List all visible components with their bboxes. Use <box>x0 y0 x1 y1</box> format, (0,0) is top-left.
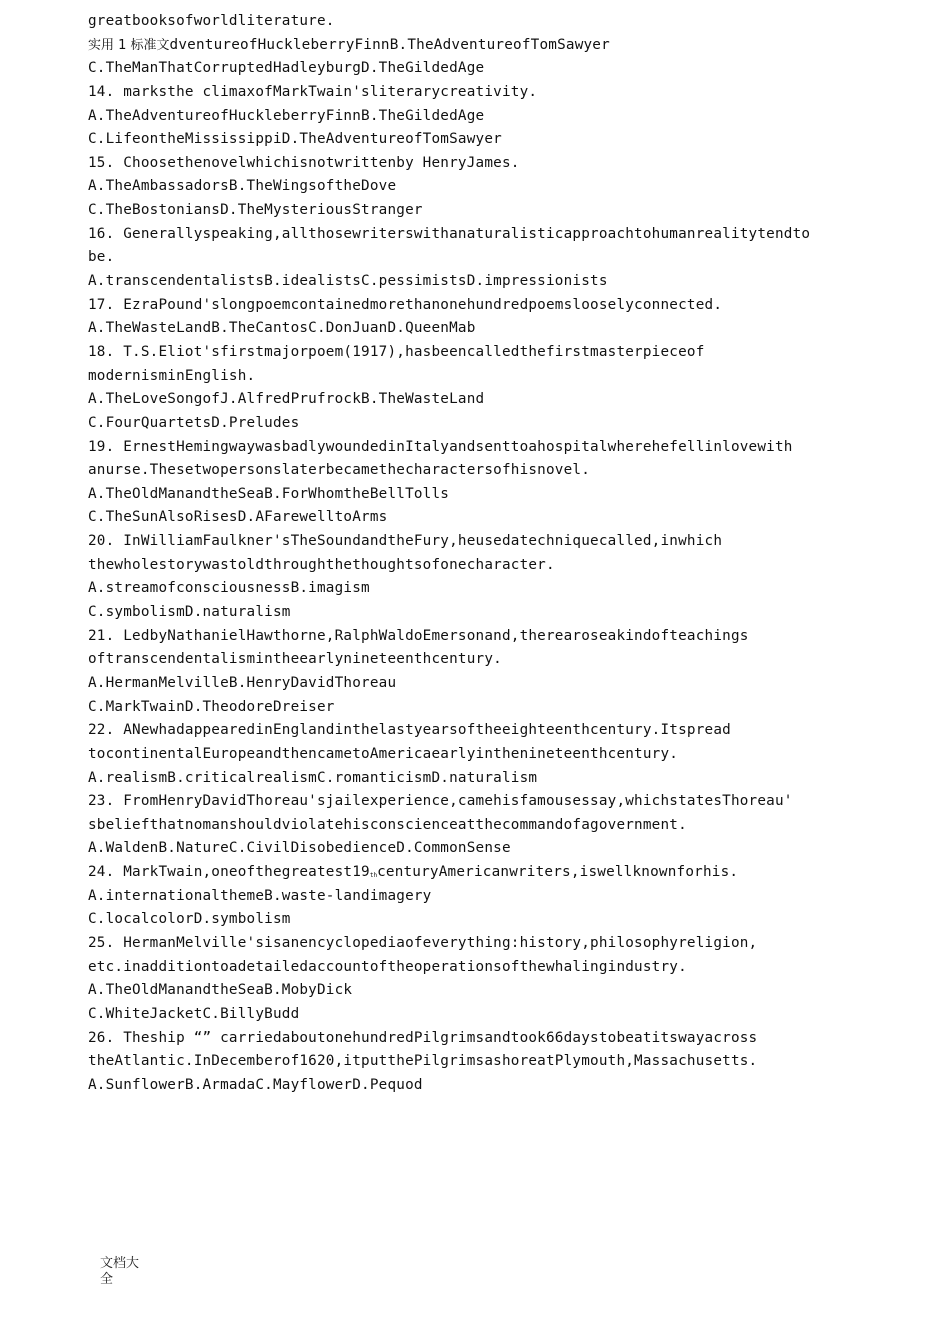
text-line: A.realismB.criticalrealismC.romanticismD.naturalism <box>88 769 538 786</box>
text-line: A.TheLoveSongofJ.AlfredPrufrockB.TheWasteLand <box>88 391 485 408</box>
text-line: C.TheSunAlsoRisesD.AFarewelltoArms <box>88 509 388 526</box>
text-line: A.TheAdventureofHuckleberryFinnB.TheGildedAge <box>88 107 485 124</box>
text-line: A.HermanMelvilleB.HenryDavidThoreau <box>88 674 397 691</box>
text-line: etc.inadditiontoadetailedaccountoftheoperationsofthewhalingindustry. <box>88 958 687 975</box>
text-fragment: 24. MarkTwain,oneofthegreatest19 <box>88 864 370 881</box>
text-line: C.WhiteJacketC.BillyBudd <box>88 1005 300 1022</box>
question-23: 23. FromHenryDavidThoreau'sjailexperience,camehisfamousessay,whichstatesThoreau' <box>88 793 793 810</box>
question-26: 26. Theship “” carriedaboutonehundredPilgrimsandtook66daystobeatitswayacross <box>88 1029 758 1046</box>
text-line: A.TheWasteLandB.TheCantosC.DonJuanD.QueenMab <box>88 320 476 337</box>
question-22: 22. ANewhadappearedinEnglandinthelastyearsoftheeighteenthcentury.Itspread <box>88 722 731 739</box>
text-line: C.LifeontheMississippiD.TheAdventureofTomSawyer <box>88 131 502 148</box>
text-line: greatbooksofworldliterature. <box>88 13 335 29</box>
question-15: 15. Choosethenovelwhichisnotwrittenby HenryJames. <box>88 154 520 171</box>
text-line: A.streamofconsciousnessB.imagism <box>88 580 370 597</box>
question-20: 20. InWilliamFaulkner'sTheSoundandtheFury,heusedatechniquecalled,inwhich <box>88 533 723 550</box>
question-25: 25. HermanMelville'sisanencyclopediaofeverything:history,philosophyreligion, <box>88 934 758 951</box>
text-line <box>88 34 928 58</box>
question-17: 17. EzraPound'slongpoemcontainedmorethanonehundredpoemslooselyconnected. <box>88 296 723 313</box>
cjk-header-fragment: 实用 1 标准文 <box>88 37 170 53</box>
question-14: 14. marksthe climaxofMarkTwain'sliterarycreativity. <box>88 83 538 100</box>
text-line: modernisminEnglish. <box>88 367 256 384</box>
text-line: A.SunflowerB.ArmadaC.MayflowerD.Pequod <box>88 1076 423 1093</box>
text-line: C.localcolorD.symbolism <box>88 911 291 928</box>
text-line: A.TheAmbassadorsB.TheWingsoftheDove <box>88 178 397 195</box>
question-21: 21. LedbyNathanielHawthorne,RalphWaldoEmersonand,therearoseakindofteachings <box>88 627 749 644</box>
question-16: 16. Generallyspeaking,allthosewriterswithanaturalisticapproachtohumanrealitytendto <box>88 225 811 242</box>
text-line: A.TheOldManandtheSeaB.ForWhomtheBellTolls <box>88 485 450 502</box>
text-fragment: centuryAmericanwriters,iswellknownforhis. <box>377 864 739 881</box>
text-line: A.internationalthemeB.waste-landimagery <box>88 887 432 904</box>
text-line: theAtlantic.InDecemberof1620,itputthePilgrimsashoreatPlymouth,Massachusetts. <box>88 1053 758 1070</box>
text-line: C.TheManThatCorruptedHadleyburgD.TheGildedAge <box>88 60 485 77</box>
text-line: C.FourQuartetsD.Preludes <box>88 414 300 431</box>
text-line: A.transcendentalistsB.idealistsC.pessimistsD.impressionists <box>88 273 608 290</box>
page-footer: 文档大全 <box>100 1256 140 1287</box>
question-19: 19. ErnestHemingwaywasbadlywoundedinItalyandsenttoahospitalwherehefellinlovewith <box>88 438 793 455</box>
text-line: A.TheOldManandtheSeaB.MobyDick <box>88 982 353 999</box>
question-24 <box>88 861 928 885</box>
question-18: 18. T.S.Eliot'sfirstmajorpoem(1917),hasbeencalledthefirstmasterpieceof <box>88 343 705 360</box>
text-line: tocontinentalEuropeandthencametoAmericaearlyinthenineteenthcentury. <box>88 745 679 762</box>
text-line: oftranscendentalismintheearlynineteenthcentury. <box>88 651 502 668</box>
text-line: C.MarkTwainD.TheodoreDreiser <box>88 698 335 715</box>
document-body <box>88 10 928 1097</box>
text-line: A.WaldenB.NatureC.CivilDisobedienceD.CommonSense <box>88 840 511 857</box>
text-line: sbeliefthatnomanshouldviolatehisconscienceatthecommandofagovernment. <box>88 816 687 833</box>
superscript: th <box>369 872 378 880</box>
text-fragment: dventureofHuckleberryFinnB.TheAdventureofTomSawyer <box>169 36 610 53</box>
text-line: thewholestorywastoldthroughthethoughtsofonecharacter. <box>88 556 555 573</box>
text-line: C.symbolismD.naturalism <box>88 604 291 621</box>
text-line: be. <box>88 249 115 266</box>
text-line: anurse.Thesetwopersonslaterbecamethecharactersofhisnovel. <box>88 462 591 479</box>
text-line: C.TheBostoniansD.TheMysteriousStranger <box>88 202 423 219</box>
